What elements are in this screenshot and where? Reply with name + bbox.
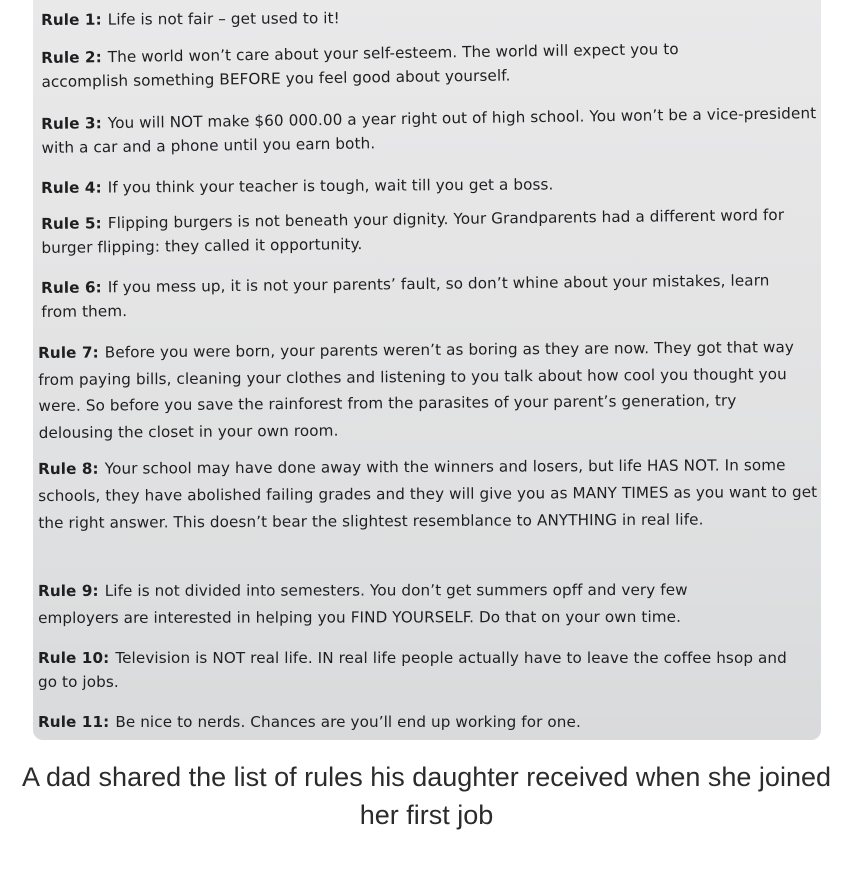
rule-1 [41, 3, 817, 32]
rule-text: Before you were born, your parents weren’t as boring as they are now. They got that way from paying bills, cleaning your clothes and listening to you talk about how cool you thought you were. So before you save the rainforest from the parasites of your parent’s generation, try delousing the closet in your own room. [38, 338, 794, 442]
rule-3 [41, 101, 818, 160]
rule-text: Your school may have done away with the winners and losers, but life HAS NOT. In some schools, they have abolished failing grades and they will give you as MANY TIMES as you want to get the right answer. This doesn’t bear the slightest resemblance to ANYTHING in real life. [38, 456, 818, 532]
rule-label: Rule 10: [38, 649, 110, 667]
rule-label: Rule 5: [41, 214, 102, 233]
rule-8 [38, 452, 821, 537]
rule-2 [41, 36, 742, 94]
rule-text: If you mess up, it is not your parents’ fault, so don’t whine about your mistakes, learn from them. [41, 271, 770, 321]
rule-label: Rule 9: [38, 581, 99, 600]
rule-label: Rule 1: [41, 10, 102, 29]
rule-text: You will NOT make $60 000.00 a year right out of high school. You won’t be a vice-president with a car and a phone until you earn both. [41, 104, 817, 157]
rule-text: Television is NOT real life. IN real life people actually have to leave the coffee hsop and go to jobs. [38, 649, 787, 691]
rule-label: Rule 8: [38, 459, 99, 478]
rule-6 [41, 268, 786, 324]
rule-label: Rule 7: [38, 343, 99, 362]
rule-text: Flipping burgers is not beneath your dignity. Your Grandparents had a different word for burger flipping: they called it opportunity. [41, 205, 785, 257]
rule-text: Life is not fair – get used to it! [107, 9, 340, 29]
rule-label: Rule 4: [41, 178, 102, 197]
rule-label: Rule 11: [38, 713, 110, 731]
rule-4 [41, 171, 817, 200]
rule-label: Rule 6: [41, 278, 102, 297]
rules-photo [33, 0, 821, 740]
rule-7 [38, 334, 799, 446]
rule-text: If you think your teacher is tough, wait till you get a boss. [107, 175, 554, 197]
rule-10 [38, 646, 798, 694]
rule-text: Be nice to nerds. Chances are you’ll end up working for one. [115, 713, 581, 731]
rule-11 [38, 710, 814, 734]
rule-text: Life is not divided into semesters. You don’t get summers opff and very few employers are interested in helping you FIND YOURSELF. Do that on your own time. [38, 580, 688, 627]
caption: A dad shared the list of rules his daughter received when she joined her first job [21, 762, 831, 830]
rule-text: The world won’t care about your self-esteem. The world will expect you to accomplish something BEFORE you feel good about yourself. [41, 40, 679, 91]
rule-label: Rule 3: [41, 114, 102, 133]
rule-label: Rule 2: [41, 48, 102, 67]
rule-9 [38, 577, 768, 632]
rule-5 [41, 203, 787, 260]
